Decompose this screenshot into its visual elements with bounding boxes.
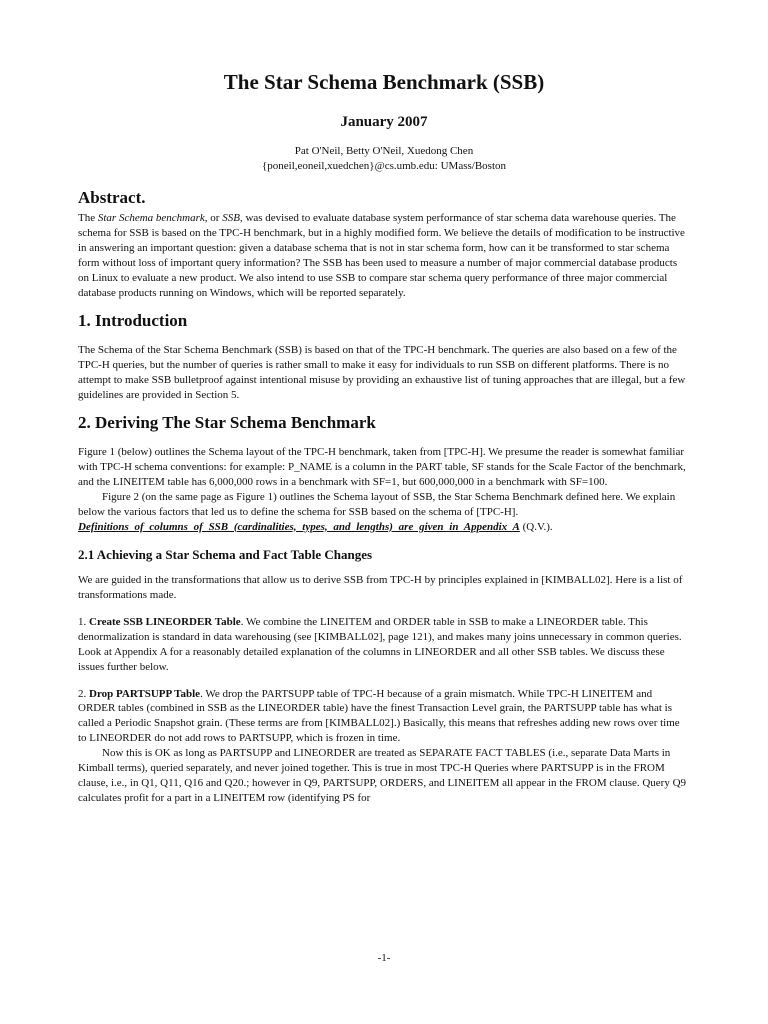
author-emails: {poneil,eoneil,xuedchen}@cs.umb.edu: UMass/Boston [261,160,506,173]
paper-title: The Star Schema Benchmark (SSB) [223,70,545,94]
list-item-2-number: 2. [78,687,89,700]
list-item-1-text: . We combine the LINEITEM and ORDER table in SSB to make a LINEORDER table. This denormalization is standard in data warehousing (see [KIMBALL02], page 121), and makes many joins unnecessary in common queries. Look at Appendix A for a reasonably detailed explanation of the columns in LINEORDER and all other SSB tables. We discuss these issues further below. [78,615,682,673]
intro-paragraph: The Schema of the Star Schema Benchmark (SSB) is based on that of the TPC-H benchmark. The queries are also based on a few of the TPC-H queries, but the number of queries is rather small to make it easy for individuals to run SSB on different platforms. There is no attempt to make SSB bulletproof against intentional misuse by providing an exhaustive list of tuning approaches that are illegal, but a few guidelines are provided in Section 5. [78,344,686,401]
abstract-paragraph [78,211,690,300]
section-2-heading: 2. Deriving The Star Schema Benchmark [78,412,376,432]
page-number: -1- [377,952,391,964]
author-block [78,144,690,174]
list-item-1-number: 1. [78,615,89,628]
list-item-2-title: Drop PARTSUPP Table [89,687,201,700]
abstract-text-a: The [78,212,98,225]
abstract-text-c: was devised to evaluate database system performance of star schema data warehouse queries. The schema for SSB is based on the TPC-H benchmark, but in a highly modified form. We believe the details of modification to be instructive in answering an important question: given a database schema that is not in star schema form, how can it be transformed to star schema form without loss of important query information? The SSB has been used to measure a number of major commercial database products on Linux to evaluate a new product. We also intend to use SSB to compare star schema query performance of three major commercial database products running on Windows, which will be reported separately. [78,212,685,299]
list-item-2-text: . We drop the PARTSUPP table of TPC-H because of a grain mismatch. While TPC-H LINEITEM and ORDER tables (combined in SSB as the LINEORDER table) have the finest Transaction Level grain, the PARTSUPP table has what is called a Periodic Snapshot grain. (These terms are from [KIMBALL02].) Basically, this means that refreshes adding new rows over time to LINEORDER do not add rows to PARTSUPP, which is frozen in time. [78,687,680,745]
abstract-em-ssb-name: Star Schema benchmark, [97,212,208,225]
author-names: Pat O'Neil, Betty O'Neil, Xuedong Chen [294,145,474,158]
deriving-paragraph-3 [78,520,690,535]
deriving-paragraph-2: Figure 2 (on the same page as Figure 1) outlines the Schema layout of SSB, the Star Schema Benchmark defined here. We explain below the various factors that led us to define the schema for SSB based on the schema of [TPC-H]. [78,490,676,518]
subsection-2-1-intro: We are guided in the transformations that allow us to derive SSB from TPC-H by principles explained in [KIMBALL02]. Here is a list of transformations made. [78,574,683,602]
deriving-paragraph-1: Figure 1 (below) outlines the Schema layout of the TPC-H benchmark, taken from [TPC-H]. We presume the reader is somewhat familiar with TPC-H schema conventions: for example: P_NAME is a column in the PART table, SF stands for the Scale Factor of the benchmark, and the LINEITEM table has 6,000,000 rows in a benchmark with SF=1, but 600,000,000 in a benchmark with SF=100. [78,446,686,488]
list-item-2-continuation: Now this is OK as long as PARTSUPP and LINEORDER are treated as SEPARATE FACT TABLES (i.e., separate Data Marts in Kimball terms), queried separately, and never joined together. This is true in most TPC-H Queries where PARTSUPP is in the FROM clause, i.e., in Q1, Q11, Q16 and Q20.; however in Q9, PARTSUPP, ORDERS, and LINEITEM all appear in the FROM clause. Query Q9 calculates profit for a part in a LINEITEM row (identifying PS for [78,747,687,804]
deriving-paragraph-3-tail: (Q.V.). [519,520,553,533]
section-1-heading: 1. Introduction [78,310,188,330]
list-item-1 [78,615,690,675]
paper-page [78,70,690,806]
appendix-a-link[interactable]: Definitions of columns of SSB (cardinalities, types, and lengths) are given in Appendix A [78,520,520,533]
abstract-text-b: or [207,212,223,225]
paper-date: January 2007 [340,114,428,131]
subsection-2-1-heading: 2.1 Achieving a Star Schema and Fact Table Changes [78,546,373,562]
list-item-2 [78,687,690,747]
abstract-em-ssb: SSB, [222,212,243,225]
list-item-1-title: Create SSB LINEORDER Table [89,615,241,628]
abstract-heading: Abstract. [78,187,146,207]
